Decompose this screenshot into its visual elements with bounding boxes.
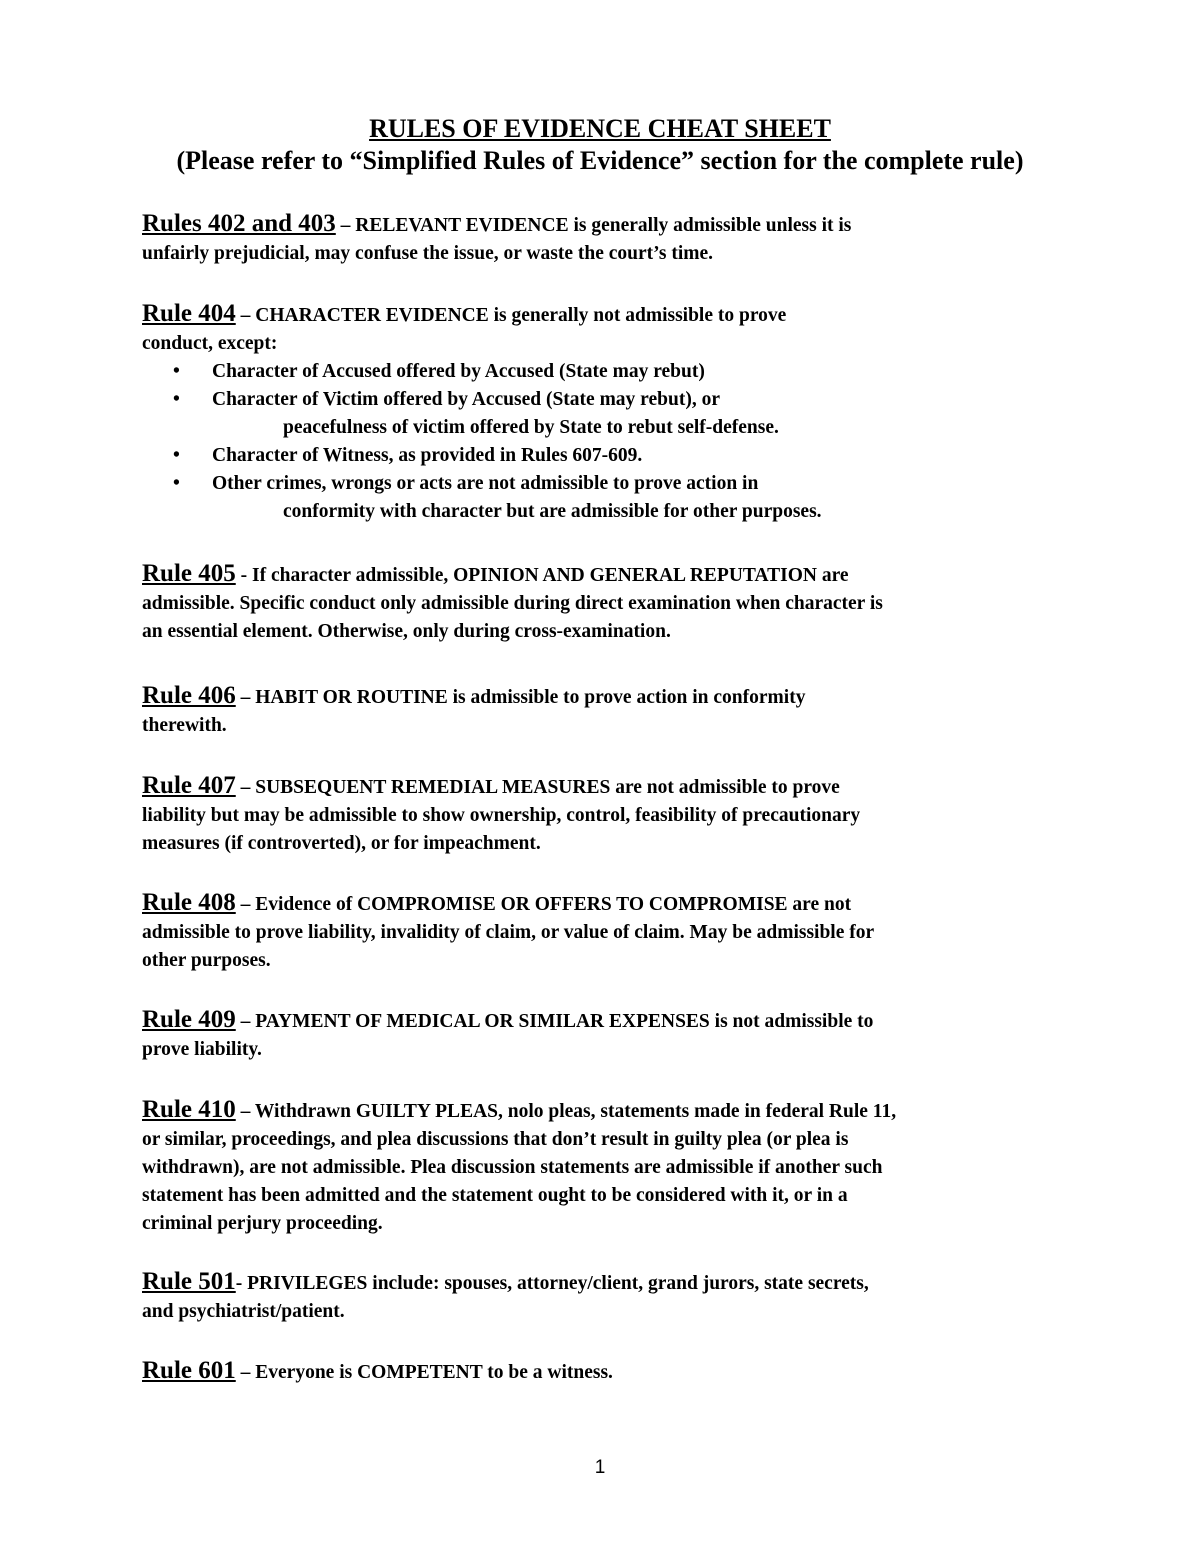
bullet-icon: •	[173, 389, 180, 410]
rule-501	[142, 1268, 1062, 1326]
rule-text: an essential element. Otherwise, only during cross-examination.	[142, 621, 671, 642]
bullet-icon: •	[173, 445, 180, 466]
exception-list	[142, 358, 1062, 526]
rule-text: – SUBSEQUENT REMEDIAL MEASURES are not admissible to prove	[235, 777, 840, 798]
rule-text: prove liability.	[142, 1039, 262, 1060]
rule-410	[142, 1096, 1062, 1238]
list-item-text: Character of Accused offered by Accused (State may rebut)	[212, 361, 705, 382]
rule-heading: Rule 405	[142, 560, 236, 587]
rule-text: – RELEVANT EVIDENCE is generally admissible unless it is	[335, 215, 852, 236]
bullet-icon: •	[173, 473, 180, 494]
list-item	[142, 442, 1062, 470]
rule-text: other purposes.	[142, 950, 271, 971]
rule-402-403	[142, 210, 1062, 268]
rule-heading: Rule 408	[142, 889, 236, 916]
rule-text: conduct, except:	[142, 333, 278, 354]
rule-text: and psychiatrist/patient.	[142, 1301, 345, 1322]
page-subtitle: (Please refer to “Simplified Rules of Evidence” section for the complete rule)	[176, 146, 1024, 175]
rule-heading: Rules 402 and 403	[142, 210, 336, 237]
list-item	[142, 470, 1062, 526]
rule-407	[142, 772, 1062, 858]
rule-text: – Evidence of COMPROMISE OR OFFERS TO COMPROMISE are not	[235, 894, 852, 915]
rule-text: measures (if controverted), or for impeachment.	[142, 833, 541, 854]
rule-text: withdrawn), are not admissible. Plea discussion statements are admissible if another such	[142, 1157, 883, 1178]
rule-409	[142, 1006, 1062, 1064]
rule-406	[142, 682, 1062, 740]
list-item-text: Character of Victim offered by Accused (State may rebut), or	[212, 389, 720, 410]
rule-text: therewith.	[142, 715, 227, 736]
rule-text: or similar, proceedings, and plea discussions that don’t result in guilty plea (or plea is	[142, 1129, 849, 1150]
rule-heading: Rule 407	[142, 772, 236, 799]
page-number: 1	[594, 1457, 606, 1478]
list-item-continuation: conformity with character but are admissible for other purposes.	[283, 501, 822, 522]
rule-heading: Rule 406	[142, 682, 236, 709]
rule-text: admissible to prove liability, invalidity of claim, or value of claim. May be admissible for	[142, 922, 875, 943]
rule-text: – CHARACTER EVIDENCE is generally not admissible to prove	[235, 305, 787, 326]
list-item	[142, 358, 1062, 386]
rule-text: – Everyone is COMPETENT to be a witness.	[235, 1362, 613, 1383]
rule-text: criminal perjury proceeding.	[142, 1213, 383, 1234]
bullet-icon: •	[173, 361, 180, 382]
rule-text: - PRIVILEGES include: spouses, attorney/client, grand jurors, state secrets,	[235, 1273, 869, 1294]
rule-heading: Rule 601	[142, 1357, 236, 1384]
list-item	[142, 386, 1062, 442]
rule-heading: Rule 501	[142, 1268, 236, 1295]
rule-text: – HABIT OR ROUTINE is admissible to prove action in conformity	[235, 687, 806, 708]
rule-text: admissible. Specific conduct only admissible during direct examination when character is	[142, 593, 883, 614]
rule-404	[142, 300, 1062, 526]
page-title: RULES OF EVIDENCE CHEAT SHEET	[369, 114, 831, 143]
rule-text: – Withdrawn GUILTY PLEAS, nolo pleas, statements made in federal Rule 11,	[235, 1101, 897, 1122]
rule-heading: Rule 410	[142, 1096, 236, 1123]
rule-405	[142, 560, 1062, 646]
rule-text: unfairly prejudicial, may confuse the issue, or waste the court’s time.	[142, 243, 714, 264]
rule-text: - If character admissible, OPINION AND GENERAL REPUTATION are	[235, 565, 849, 586]
rule-heading: Rule 404	[142, 300, 236, 327]
list-item-text: Character of Witness, as provided in Rules 607-609.	[212, 445, 643, 466]
rule-text: liability but may be admissible to show ownership, control, feasibility of precautionary	[142, 805, 861, 826]
rule-text: statement has been admitted and the statement ought to be considered with it, or in a	[142, 1185, 848, 1206]
rule-601	[142, 1357, 1062, 1387]
list-item-continuation: peacefulness of victim offered by State to rebut self-defense.	[283, 417, 779, 438]
rule-text: – PAYMENT OF MEDICAL OR SIMILAR EXPENSES is not admissible to	[235, 1011, 874, 1032]
rule-408	[142, 889, 1062, 975]
rule-heading: Rule 409	[142, 1006, 236, 1033]
list-item-text: Other crimes, wrongs or acts are not admissible to prove action in	[212, 473, 759, 494]
